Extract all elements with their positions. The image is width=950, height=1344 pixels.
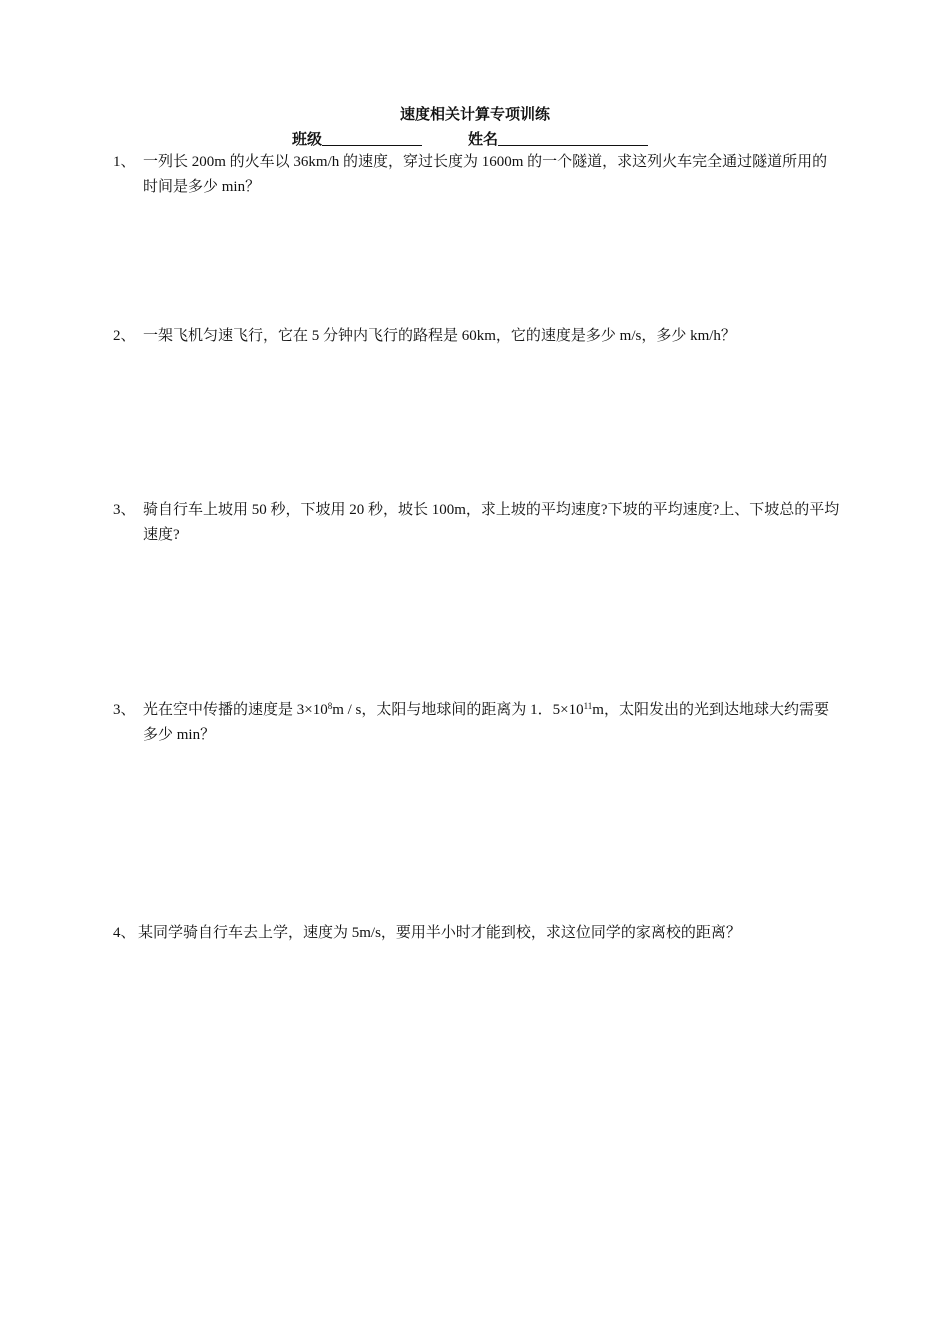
exponent: 8 [327, 701, 333, 711]
question-text: 一架飞机匀速飞行，它在 5 分钟内飞行的路程是 60km，它的速度是多少 m/s，多少 km/h？ [143, 328, 736, 344]
question-text: 一列长 200m 的火车以 36km/h 的速度，穿过长度为 1600m 的一个隧道，求这列火车完全通过隧道所用的时间是多少 min？ [143, 154, 828, 195]
question-text-part: m，太阳发出的光到达地球大约需要多少 min？ [143, 702, 829, 743]
question-number: 1、 [113, 154, 136, 170]
question-text: 某同学骑自行车去上学，速度为 5m/s，要用半小时才能到校，求这位同学的家离校的距离？ [138, 925, 741, 941]
name-blank[interactable] [498, 131, 648, 146]
question-number: 3、 [113, 502, 136, 518]
question-3b [113, 698, 841, 748]
question-text-part: 光在空中传播的速度是 3×10 [143, 702, 328, 718]
question-4 [113, 921, 841, 946]
question-1 [113, 150, 841, 200]
class-label: 班级 [292, 132, 323, 148]
student-info-line [292, 128, 648, 149]
name-label: 姓名 [468, 132, 499, 148]
question-text: 骑自行车上坡用 50 秒，下坡用 20 秒，坡长 100m，求上坡的平均速度?下坡的平均速度?上、下坡总的平均速度? [143, 502, 840, 543]
question-text [143, 698, 841, 748]
exponent: 11 [583, 701, 593, 711]
class-blank[interactable] [322, 131, 422, 146]
page-title: 速度相关计算专项训练 [399, 107, 550, 123]
question-2 [113, 324, 841, 349]
question-text-part: m / s，太阳与地球间的距离为 1．5×10 [332, 702, 584, 718]
question-3 [113, 498, 841, 548]
question-number: 4、 [113, 925, 136, 941]
question-number: 2、 [113, 328, 136, 344]
question-number: 3、 [113, 702, 136, 718]
